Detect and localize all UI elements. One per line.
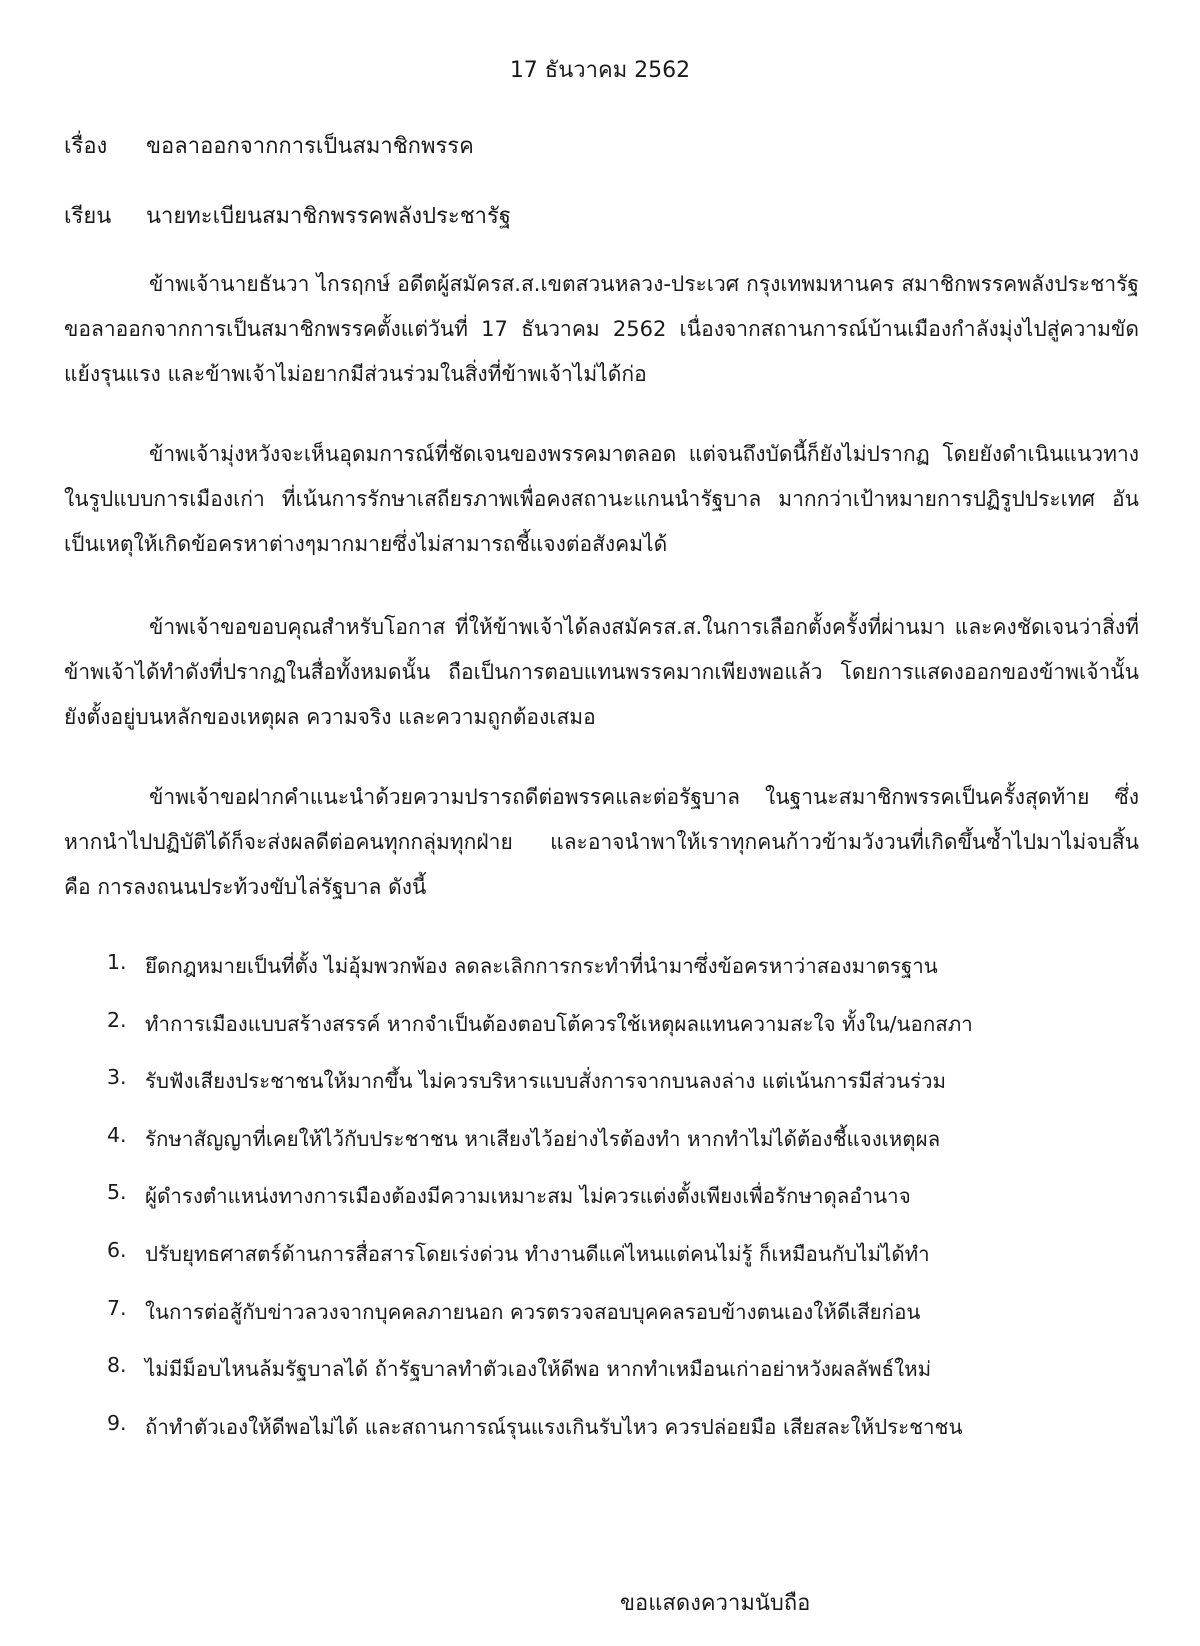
item-text: ไม่มีม็อบไหนล้มรัฐบาลได้ ถ้ารัฐบาลทำตัวเองให้ดีพอ หากทำเหมือนเก่าอย่าหวังผลลัพธ์ใหม่ [145,1357,932,1382]
item-number: 9. [107,1410,127,1435]
item-number: 5. [107,1180,127,1205]
list-item [107,1008,1157,1066]
item-text: ถ้าทำตัวเองให้ดีพอไม่ได้ และสถานการณ์รุนแรงเกินรับไหว ควรปล่อยมือ เสียสละให้ประชาชน [145,1414,963,1439]
subject-label: เรื่อง [64,134,108,159]
list-item [107,1296,1157,1354]
list-item [107,1065,1157,1123]
closing-salutation: ขอแสดงความนับถือ [620,1591,811,1616]
paragraph-1: ข้าพเจ้านายธันวา ไกรฤกษ์ อดีตผู้สมัครส.ส.เขตสวนหลวง-ประเวศ กรุงเทพมหานคร สมาชิกพรรคพลังประชารัฐ ขอลาออกจากการเป็นสมาชิกพรรคตั้งแต่วันที่ 17 ธันวาคม 2562 เนื่องจากสถานการณ์บ้านเมืองกำลังมุ่งไปสู่ความขัดแย้งรุนแรง และข้าพเจ้าไม่อยากมีส่วนร่วมในสิ่งที่ข้าพเจ้าไม่ได้ก่อ [64,272,1139,386]
item-text: ในการต่อสู้กับข่าวลวงจากบุคคลภายนอก ควรตรวจสอบบุคคลรอบข้างตนเองให้ดีเสียก่อน [145,1299,921,1324]
item-text: รักษาสัญญาที่เคยให้ไว้กับประชาชน หาเสียงไว้อย่างไรต้องทำ หากทำไม่ได้ต้องชี้แจงเหตุผล [145,1126,941,1151]
list-item [107,1123,1157,1181]
item-number: 8. [107,1353,127,1378]
item-number: 7. [107,1295,127,1320]
subject-line [64,128,474,163]
item-text: ทำการเมืองแบบสร้างสรรค์ หากจำเป็นต้องตอบโต้ควรใช้เหตุผลแทนความสะใจ ทั้งใน/นอกสภา [145,1011,973,1036]
list-item [107,1411,1157,1469]
recipient-text: นายทะเบียนสมาชิกพรรคพลังประชารัฐ [146,204,511,229]
list-item [107,1353,1157,1411]
list-item [107,1238,1157,1296]
paragraph-4: ข้าพเจ้าขอฝากคำแนะนำด้วยความปรารถดีต่อพรรคและต่อรัฐบาล ในฐานะสมาชิกพรรคเป็นครั้งสุดท้าย ซึ่งหากนำไปปฏิบัติได้ก็จะส่งผลดีต่อคนทุกกลุ่มทุกฝ่าย และอาจนำพาให้เราทุกคนก้าวข้ามวังวนที่เกิดขึ้นซ้ำไปมาไม่จบสิ้น คือ การลงถนนประท้วงขับไล่รัฐบาล ดังนี้ [64,785,1139,899]
list-item [107,1180,1157,1238]
item-text: ผู้ดำรงตำแหน่งทางการเมืองต้องมีความเหมาะสม ไม่ควรแต่งตั้งเพียงเพื่อรักษาดุลอำนาจ [145,1184,911,1209]
item-text: รับฟังเสียงประชาชนให้มากขึ้น ไม่ควรบริหารแบบสั่งการจากบนลงล่าง แต่เน้นการมีส่วนร่วม [145,1069,947,1094]
item-number: 6. [107,1237,127,1262]
item-number: 2. [107,1007,127,1032]
item-number: 3. [107,1065,127,1090]
item-text: ยึดกฎหมายเป็นที่ตั้ง ไม่อุ้มพวกพ้อง ลดละเลิกการกระทำที่นำมาซึ่งข้อครหาว่าสองมาตรฐาน [145,954,938,978]
paragraph-3: ข้าพเจ้าขอขอบคุณสำหรับโอกาส ที่ให้ข้าพเจ้าได้ลงสมัครส.ส.ในการเลือกตั้งครั้งที่ผ่านมา และคงชัดเจนว่าสิ่งที่ข้าพเจ้าได้ทำดังที่ปรากฏในสื่อทั้งหมดนั้น ถือเป็นการตอบแทนพรรคมากเพียงพอแล้ว โดยการแสดงออกของข้าพเจ้านั้น ยังตั้งอยู่บนหลักของเหตุผล ความจริง และความถูกต้องเสมอ [64,615,1139,729]
recipient-label: เรียน [64,204,112,229]
recommendation-list [107,950,1157,1468]
item-number: 4. [107,1122,127,1147]
list-item [107,950,1157,1008]
item-number: 1. [107,950,127,974]
paragraph-2: ข้าพเจ้ามุ่งหวังจะเห็นอุดมการณ์ที่ชัดเจนของพรรคมาตลอด แต่จนถึงบัดนี้ก็ยังไม่ปรากฏ โดยยังดำเนินแนวทางในรูปแบบการเมืองเก่า ที่เน้นการรักษาเสถียรภาพเพื่อคงสถานะแกนนำรัฐบาล มากกว่าเป้าหมายการปฏิรูปประเทศ อันเป็นเหตุให้เกิดข้อครหาต่างๆมากมายซึ่งไม่สามารถชี้แจงต่อสังคมได้ [64,442,1139,556]
letter-date: 17 ธันวาคม 2562 [509,58,691,83]
item-text: ปรับยุทธศาสตร์ด้านการสื่อสารโดยเร่งด่วน ทำงานดีแค่ไหนแต่คนไม่รู้ ก็เหมือนกับไม่ได้ทำ [145,1241,930,1266]
recipient-line [64,198,511,233]
subject-text: ขอลาออกจากการเป็นสมาชิกพรรค [146,134,474,159]
